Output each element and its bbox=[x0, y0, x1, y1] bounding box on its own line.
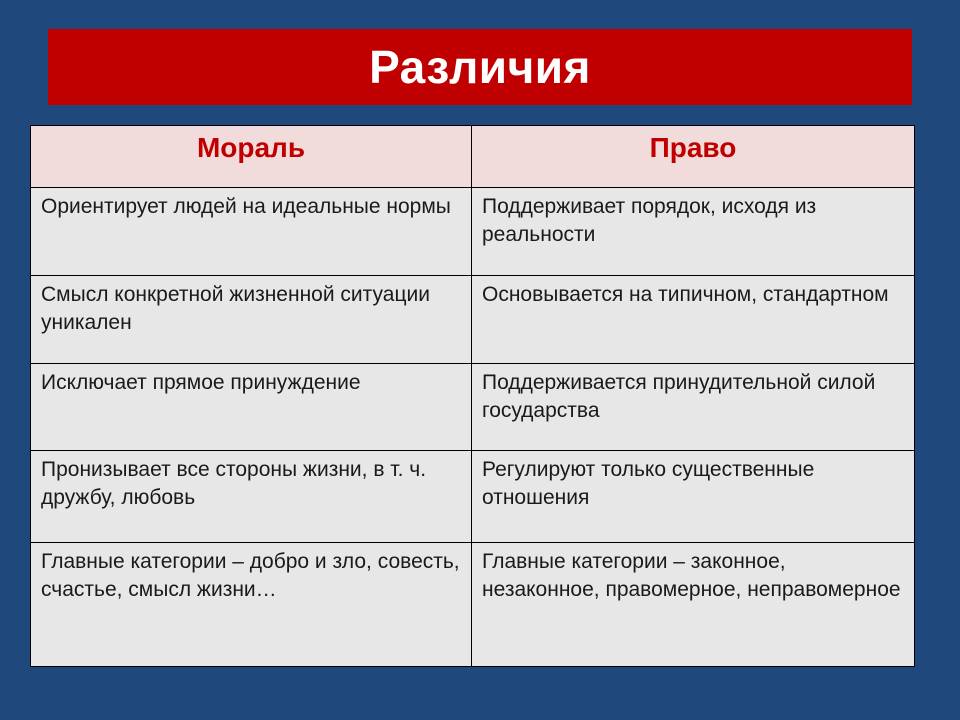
table-cell-morality: Смысл конкретной жизненной ситуации уникален bbox=[31, 276, 472, 364]
table-cell-law: Поддерживает порядок, исходя из реальности bbox=[472, 188, 915, 276]
table-cell-law: Поддерживается принудительной силой государства bbox=[472, 364, 915, 451]
table-cell-law: Главные категории – законное, незаконное, правомерное, неправомерное bbox=[472, 543, 915, 667]
table-row bbox=[31, 364, 915, 451]
slide-title: Различия bbox=[369, 41, 591, 93]
table-row bbox=[31, 276, 915, 364]
table-cell-law: Основывается на типичном, стандартном bbox=[472, 276, 915, 364]
table-cell-morality: Главные категории – добро и зло, совесть, счастье, смысл жизни… bbox=[31, 543, 472, 667]
header-morality: Мораль bbox=[31, 126, 472, 188]
table-cell-morality: Пронизывает все стороны жизни, в т. ч. дружбу, любовь bbox=[31, 451, 472, 543]
table-row bbox=[31, 188, 915, 276]
table-row bbox=[31, 451, 915, 543]
header-law: Право bbox=[472, 126, 915, 188]
table-header-row bbox=[31, 126, 915, 188]
comparison-table bbox=[30, 125, 915, 667]
title-banner bbox=[48, 29, 912, 105]
table-row bbox=[31, 543, 915, 667]
table-cell-law: Регулируют только существенные отношения bbox=[472, 451, 915, 543]
table-cell-morality: Ориентирует людей на идеальные нормы bbox=[31, 188, 472, 276]
table-cell-morality: Исключает прямое принуждение bbox=[31, 364, 472, 451]
